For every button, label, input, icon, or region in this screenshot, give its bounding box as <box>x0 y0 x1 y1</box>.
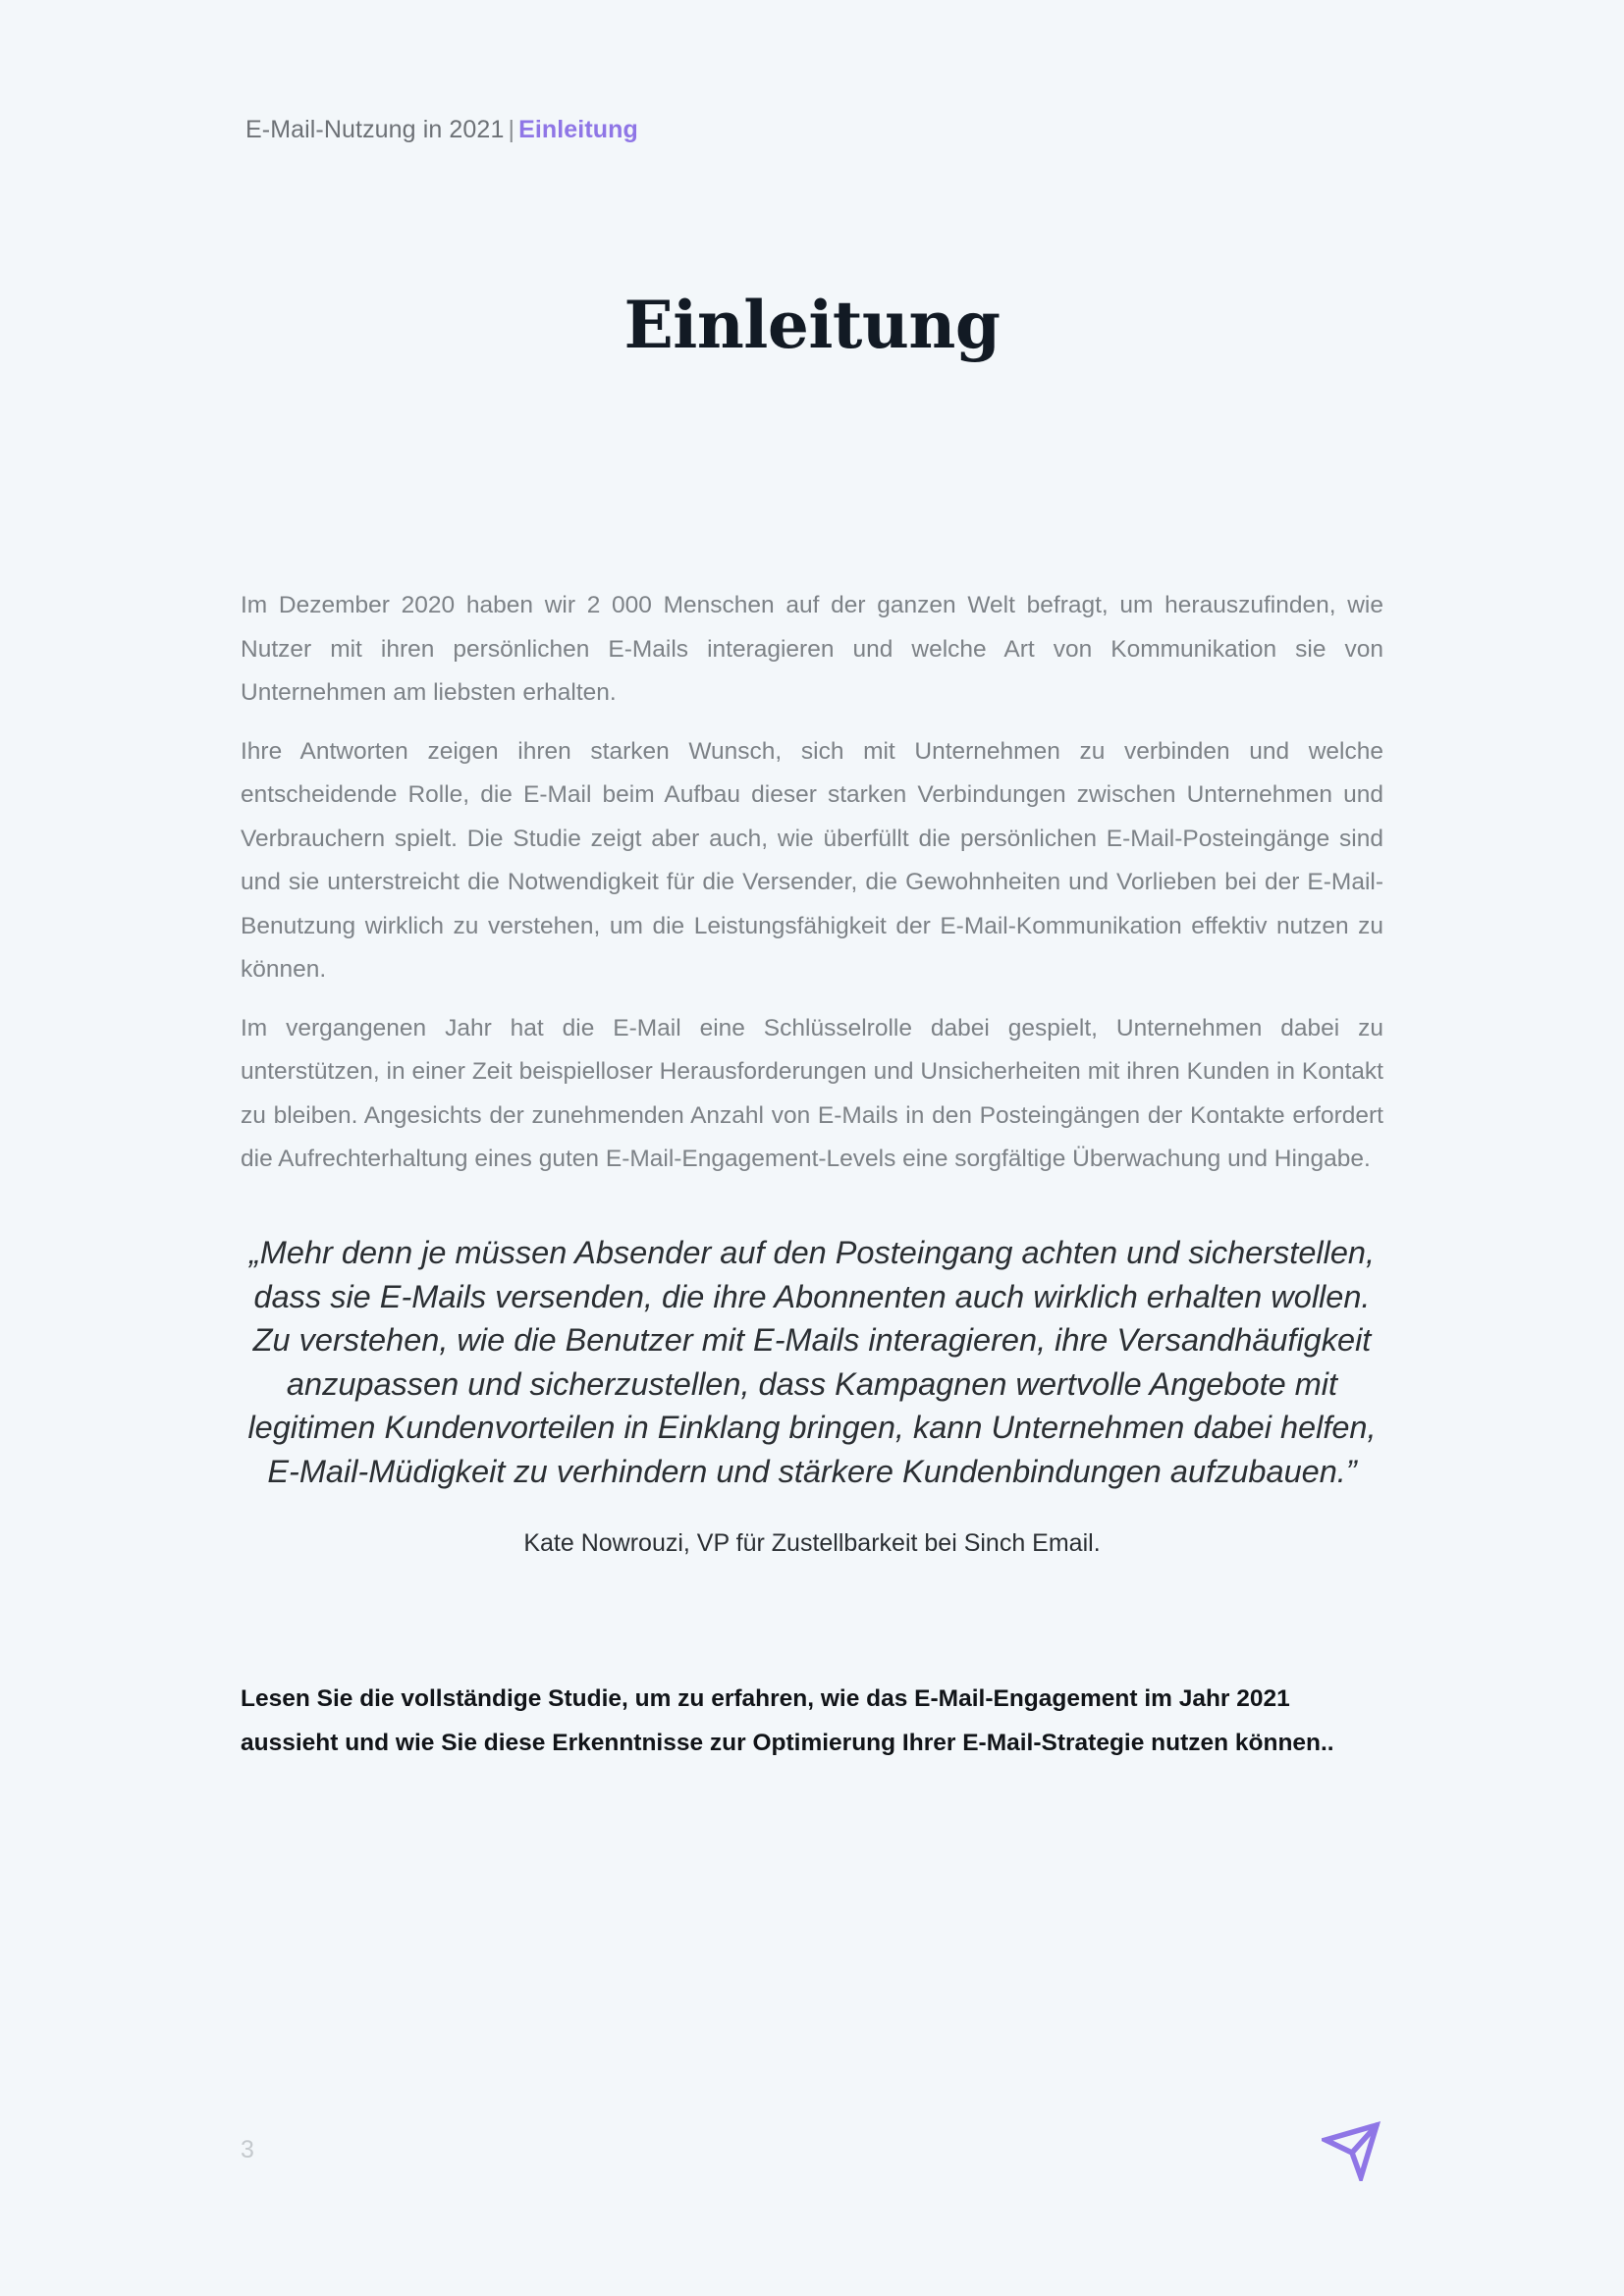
call-to-action: Lesen Sie die vollständige Studie, um zu erfahren, wie das E-Mail-Engagement im Jahr 2021 aussieht und wie Sie diese Erkenntnisse zur Optimierung Ihrer E-Mail-Strategie nutzen können.. <box>241 1685 1334 1756</box>
header-section: E-Mail-Nutzung in 2021 <box>245 116 505 143</box>
running-header <box>245 116 638 144</box>
header-current-section: Einleitung <box>518 116 638 143</box>
intro-paragraph-2: Ihre Antworten zeigen ihren starken Wunsch, sich mit Unternehmen zu verbinden und welche entscheidende Rolle, die E-Mail beim Aufbau dieser starken Verbindungen zwischen Unternehmen und Verbrauchern spielt. Die Studie zeigt aber auch, wie überfüllt die persönlichen E-Mail-Posteingänge sind und sie unterstreicht die Notwendigkeit für die Versender, die Gewohnheiten und Vorlieben bei der E-Mail-Benutzung wirklich zu verstehen, um die Leistungsfähigkeit der E-Mail-Kommunikation effektiv nutzen zu können. <box>241 737 1383 983</box>
intro-paragraph-3: Im vergangenen Jahr hat die E-Mail eine Schlüsselrolle dabei gespielt, Unternehmen dabei zu unterstützen, in einer Zeit beispielloser Herausforderungen und Unsicherheiten mit ihren Kunden in Kontakt zu bleiben. Angesichts der zunehmenden Anzahl von E-Mails in den Posteingängen der Kontakte erfordert die Aufrechterhaltung eines guten E-Mail-Engagement-Levels eine sorgfältige Überwachung und Hingabe. <box>241 1014 1383 1172</box>
pull-quote: „Mehr denn je müssen Absender auf den Posteingang achten und sicherstellen, dass sie E-Mails versenden, die ihre Abonnenten auch wirklich erhalten wollen. Zu verstehen, wie die Benutzer mit E-Mails interagieren, ihre Versandhäufigkeit anzupassen und sicherzustellen, dass Kampagnen wertvolle Angebote mit legitimen Kundenvorteilen in Einklang bringen, kann Unternehmen dabei helfen, E-Mail-Müdigkeit zu verhindern und stärkere Kundenbindungen aufzubauen.” <box>247 1235 1377 1489</box>
intro-paragraph-1: Im Dezember 2020 haben wir 2 000 Menschen auf der ganzen Welt befragt, um herauszufinden, wie Nutzer mit ihren persönlichen E-Mails interagieren und welche Art von Kommunikation sie von Unternehmen am liebsten erhalten. <box>241 592 1383 706</box>
page-title: Einleitung <box>623 287 1001 363</box>
paper-plane-icon <box>1322 2120 1382 2181</box>
intro-body <box>241 584 1383 1197</box>
header-separator: | <box>508 116 515 143</box>
page-number: 3 <box>241 2136 254 2163</box>
quote-attribution: Kate Nowrouzi, VP für Zustellbarkeit bei Sinch Email. <box>523 1529 1101 1557</box>
